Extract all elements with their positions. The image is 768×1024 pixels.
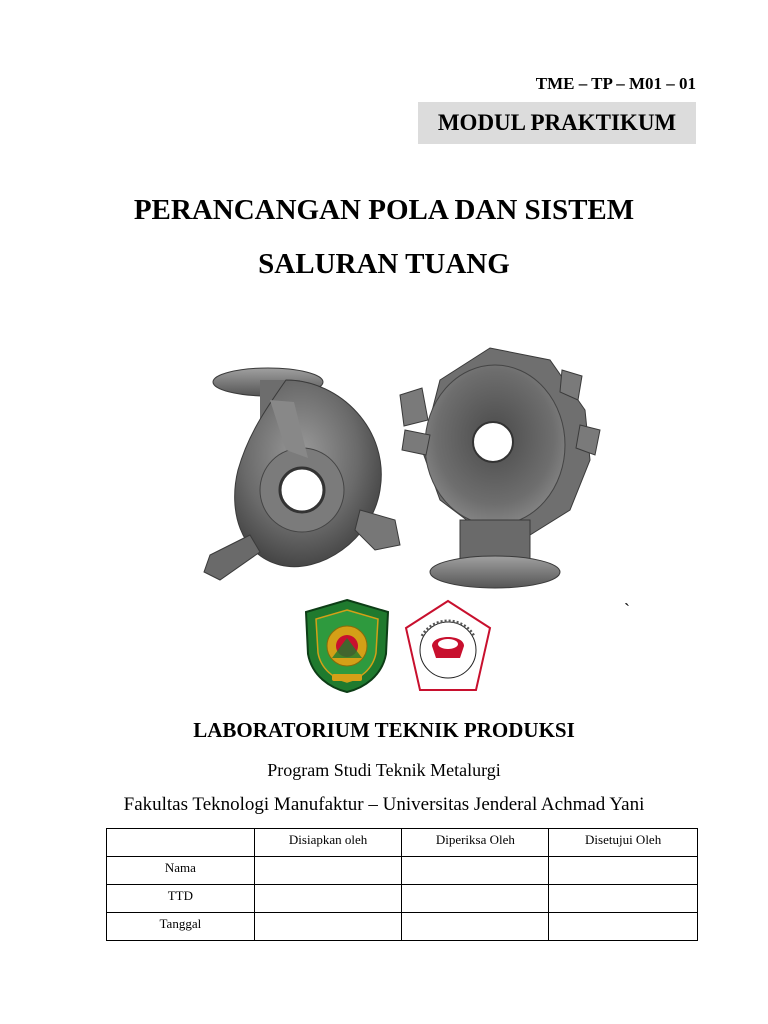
table-cell [402,857,549,885]
header-cell-approved: Disetujui Oleh [549,829,698,857]
header-cell-prepared: Disiapkan oleh [254,829,402,857]
laboratory-title: LABORATORIUM TEKNIK PRODUKSI [193,718,575,742]
table-cell [549,885,698,913]
modul-praktikum-label: MODUL PRAKTIKUM [437,110,677,135]
document-title-line-1: PERANCANGAN POLA DAN SISTEM [133,194,635,226]
document-title-line-2: SALURAN TUANG [258,248,510,280]
pump-casing-castings-image [190,340,610,595]
right-casing [400,348,600,588]
table-cell [402,913,549,941]
table-cell [254,857,402,885]
header-cell-empty [107,829,255,857]
table-cell [254,913,402,941]
table-cell [549,913,698,941]
stray-backtick: ` [624,600,630,620]
table-cell [402,885,549,913]
document-code: TME – TP – M01 – 01 [535,74,696,93]
study-program: Program Studi Teknik Metalurgi [267,760,501,780]
row-label-tanggal: Tanggal [107,913,255,941]
lab-logo [402,598,494,694]
table-row [107,913,698,941]
table-row [107,885,698,913]
row-label-nama: Nama [107,857,255,885]
table-cell [254,885,402,913]
university-logo [302,598,392,694]
modul-praktikum-banner [418,102,696,144]
table-row [107,857,698,885]
table-cell [549,857,698,885]
row-label-ttd: TTD [107,885,255,913]
faculty-university: Fakultas Teknologi Manufaktur – Universitas Jenderal Achmad Yani [123,794,645,815]
table-header-row [107,829,698,857]
header-cell-checked: Diperiksa Oleh [402,829,549,857]
signature-table [106,828,698,941]
left-casing [204,368,400,580]
